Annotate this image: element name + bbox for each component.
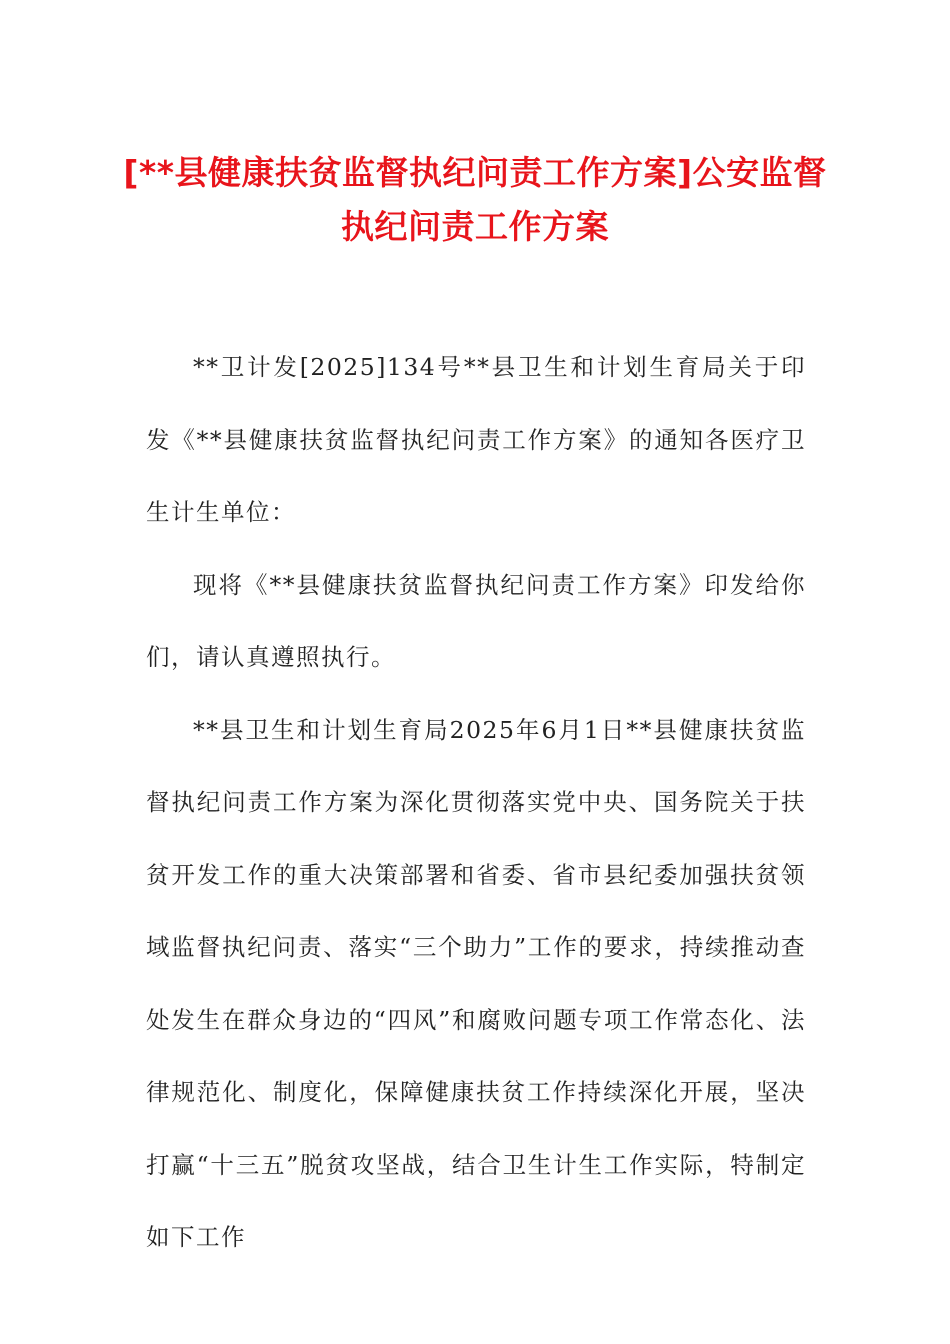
- paragraph-plan-intro: **县卫生和计划生育局2025年6月1日**县健康扶贫监督执纪问责工作方案为深化贯彻落实党中央、国务院关于扶贫开发工作的重大决策部署和省委、省市县纪委加强扶贫领域监督执纪问责、落实“三个助力”工作的要求，持续推动查处发生在群众身边的“四风”和腐败问题专项工作常态化、法律规范化、制度化，保障健康扶贫工作持续深化开展，坚决打赢“十三五”脱贫攻坚战，结合卫生计生工作实际，特制定如下工作: [146, 715, 806, 1251]
- paragraph-notice-header: **卫计发[2025]134号**县卫生和计划生育局关于印发《**县健康扶贫监督执纪问责工作方案》的通知各医疗卫生计生单位：: [146, 353, 806, 526]
- document-body: [146, 331, 806, 1274]
- document-title: [**县健康扶贫监督执纪问责工作方案]公安监督执纪问责工作方案: [123, 153, 827, 246]
- paragraph-instruction: 现将《**县健康扶贫监督执纪问责工作方案》印发给你们，请认真遵照执行。: [146, 570, 806, 671]
